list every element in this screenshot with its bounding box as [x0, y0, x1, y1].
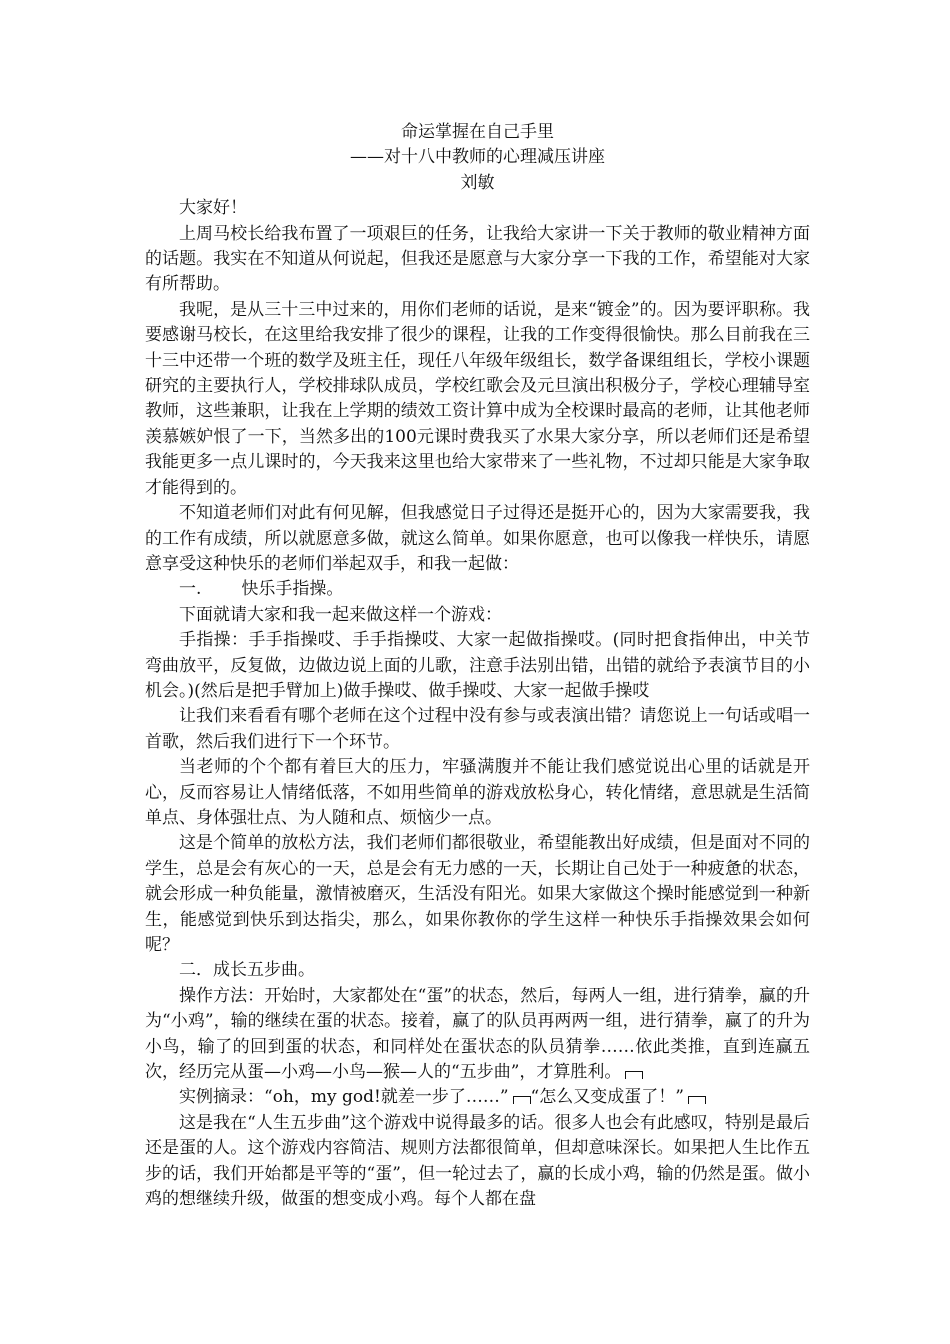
paragraph-4: 下面就请大家和我一起来做这样一个游戏： — [179, 604, 502, 625]
paragraph-9 — [145, 984, 810, 1086]
paragraph-mark-icon — [688, 1096, 706, 1104]
paragraph-5: 手指操：手手指操哎、手手指操哎、大家一起做指操哎。(同时把食指伸出，中关节弯曲放平，反复做，边做边说上面的儿歌，注意手法别出错，出错的就给予表演节目的小机会。)(然后是把手臂加上)做手操哎、做手操哎、大家一起做手操哎 — [145, 630, 810, 701]
paragraph-2: 我呢，是从三十三中过来的，用你们老师的话说，是来“镀金”的。因为要评职称。我要感谢马校长，在这里给我安排了很少的课程，让我的工作变得很愉快。那么目前我在三十三中还带一个班的数学及班主任，现任八年级年级组长，数学备课组组长，学校小课题研究的主要执行人，学校排球队成员，学校红歌会及元旦演出积极分子，学校心理辅导室教师，这些兼职，让我在上学期的绩效工资计算中成为全校课时最高的老师，让其他老师羡慕嫉妒恨了一下，当然多出的100元课时费我买了水果大家分享，所以老师们还是希望我能更多一点儿课时的，今天我来这里也给大家带来了一些礼物，不过却只能是大家争取才能得到的。 — [145, 299, 810, 498]
document-page — [145, 120, 810, 1212]
document-author: 刘敏 — [460, 172, 495, 193]
section-heading-2: 二．成长五步曲。 — [179, 960, 315, 981]
document-subtitle: ——对十八中教师的心理减压讲座 — [350, 147, 605, 168]
paragraph-3: 不知道老师们对此有何见解，但我感觉日子过得还是挺开心的，因为大家需要我，我的工作有成绩，所以就愿意多做，就这么简单。如果你愿意，也可以像我一样快乐，请愿意享受这种快乐的老师们举起双手，和我一起做： — [145, 503, 810, 574]
paragraph-11: 这是我在“人生五步曲”这个游戏中说得最多的话。很多人也会有此感叹，特别是最后还是蛋的人。这个游戏内容简洁、规则方法都很简单，但却意味深长。如果把人生比作五步的话，我们开始都是平等的“蛋”，但一轮过去了，赢的长成小鸡，输的仍然是蛋。做小鸡的想继续升级，做蛋的想变成小鸡。每个人都在盘 — [145, 1112, 810, 1210]
paragraph-mark-icon — [513, 1096, 531, 1104]
paragraph-1: 上周马校长给我布置了一项艰巨的任务，让我给大家讲一下关于教师的敬业精神方面的话题。我实在不知道从何说起，但我还是愿意与大家分享一下我的工作，希望能对大家有所帮助。 — [145, 223, 810, 295]
section-number-1: 一. — [179, 579, 202, 600]
paragraph-mark-icon — [625, 1071, 643, 1079]
section-heading-1 — [145, 577, 810, 602]
paragraph-6: 让我们来看看有哪个老师在这个过程中没有参与或表演出错？请您说上一句话或唱一首歌，然后我们进行下一个环节。 — [145, 706, 810, 752]
greeting: 大家好！ — [179, 198, 247, 219]
document-title: 命运掌握在自己手里 — [401, 122, 554, 142]
paragraph-9-text: 操作方法：开始时，大家都处在“蛋”的状态，然后，每两人一组，进行猜拳，赢的升为“小鸡”，输的继续在蛋的状态。接着，赢了的队员再两两一组，进行猜拳，赢了的升为小鸟，输了的回到蛋的状态，和同样处在蛋状态的队员猜拳……依此类推，直到连赢五次，经历完从蛋—小鸡—小鸟—猴—人的“五步曲”，才算胜利。 — [145, 985, 810, 1083]
paragraph-8: 这是个简单的放松方法，我们老师们都很敬业，希望能教出好成绩，但是面对不同的学生，总是会有灰心的一天，总是会有无力感的一天，长期让自己处于一种疲惫的状态，就会形成一种负能量，激情被磨灭，生活没有阳光。如果大家做这个操时能感觉到一种新生，能感觉到快乐到达指尖，那么，如果你教你的学生这样一种快乐手指操效果会如何呢？ — [145, 833, 810, 955]
paragraph-10 — [145, 1085, 810, 1110]
section-title-1: 快乐手指操。 — [241, 579, 344, 600]
example-quote-2: “怎么又变成蛋了！” — [530, 1087, 684, 1108]
paragraph-7: 当老师的个个都有着巨大的压力，牢骚满腹并不能让我们感觉说出心里的话就是开心，反而容易让人情绪低落，不如用些简单的游戏放松身心，转化情绪，意思就是生活简单点、身体强壮点、为人随和点、烦恼少一点。 — [145, 757, 810, 828]
example-quote-1: 实例摘录：“oh，my god!就差一步了……” — [179, 1087, 509, 1108]
